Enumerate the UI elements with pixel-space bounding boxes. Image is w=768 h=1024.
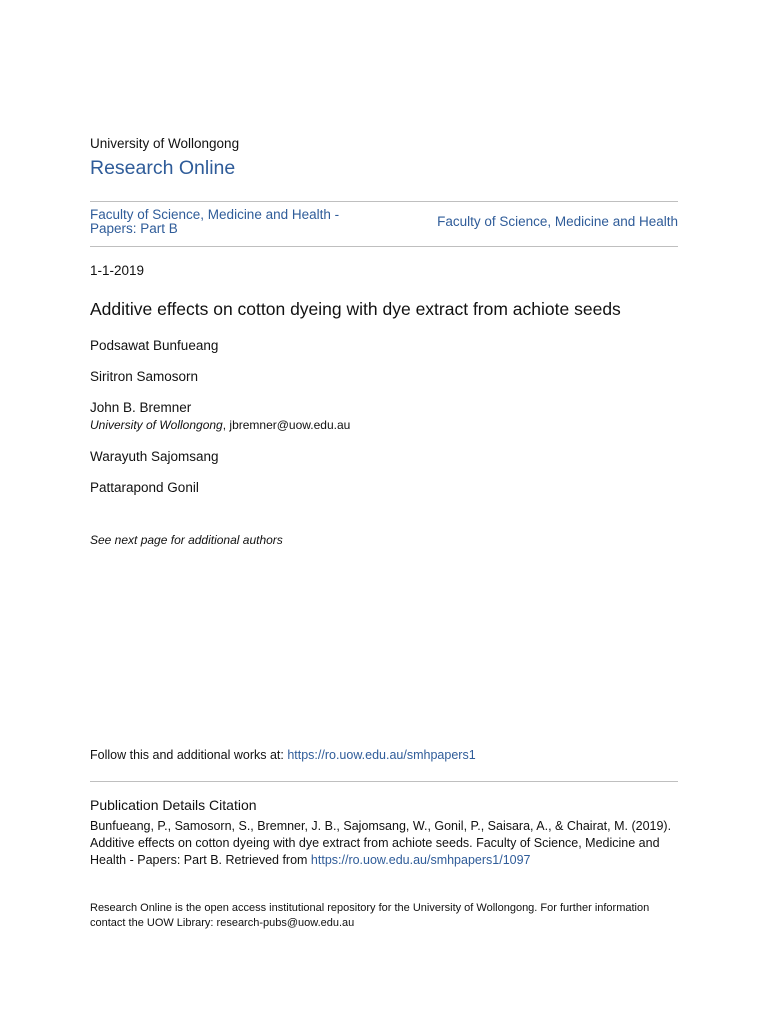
author-name: Podsawat Bunfueang xyxy=(90,338,219,353)
author-email: , jbremner@uow.edu.au xyxy=(222,418,351,432)
faculty-divider xyxy=(90,246,678,247)
follow-text: Follow this and additional works at: xyxy=(90,748,288,762)
citation-line: Additive effects on cotton dyeing with dye extract from achiote seeds. Faculty of Science, Medicine and xyxy=(90,836,660,850)
author-name: Siritron Samosorn xyxy=(90,369,199,384)
article-link[interactable]: https://ro.uow.edu.au/smhpapers1/1097 xyxy=(310,853,531,867)
citation-heading: Publication Details Citation xyxy=(90,797,257,813)
author-name: Pattarapond Gonil xyxy=(90,480,199,495)
research-online-link[interactable]: Research Online xyxy=(90,157,236,179)
university-name: University of Wollongong xyxy=(90,136,240,151)
citation-divider xyxy=(90,781,678,782)
series-link[interactable] xyxy=(90,208,390,235)
top-divider xyxy=(90,201,678,202)
faculty-link[interactable]: Faculty of Science, Medicine and Health xyxy=(437,214,678,229)
citation-line xyxy=(90,852,678,869)
author-name: Warayuth Sajomsang xyxy=(90,449,219,464)
paper-title: Additive effects on cotton dyeing with dye extract from achiote seeds xyxy=(90,299,621,319)
cover-page xyxy=(90,0,678,1024)
citation-retrieved-text: Health - Papers: Part B. Retrieved from xyxy=(90,853,311,867)
footer-line: contact the UOW Library: research-pubs@uow.edu.au xyxy=(90,917,355,929)
follow-line xyxy=(90,748,476,762)
author-affiliation xyxy=(90,418,350,432)
see-next-page-note: See next page for additional authors xyxy=(90,533,283,547)
author-institution: University of Wollongong xyxy=(90,418,223,432)
citation-line: Bunfueang, P., Samosorn, S., Bremner, J. B., Sajomsang, W., Gonil, P., Saisara, A., & Chairat, M. (2019). xyxy=(90,819,672,833)
series-link-line1: Faculty of Science, Medicine and Health - xyxy=(90,207,340,222)
author-name: John B. Bremner xyxy=(90,400,192,415)
footer-line: Research Online is the open access institutional repository for the University of Wollongong. For further information xyxy=(90,902,650,914)
repository-footer xyxy=(90,901,678,931)
series-link-line2: Papers: Part B xyxy=(90,220,178,236)
collection-link[interactable]: https://ro.uow.edu.au/smhpapers1 xyxy=(287,748,476,762)
citation-text xyxy=(90,818,678,869)
publication-date: 1-1-2019 xyxy=(90,263,145,278)
